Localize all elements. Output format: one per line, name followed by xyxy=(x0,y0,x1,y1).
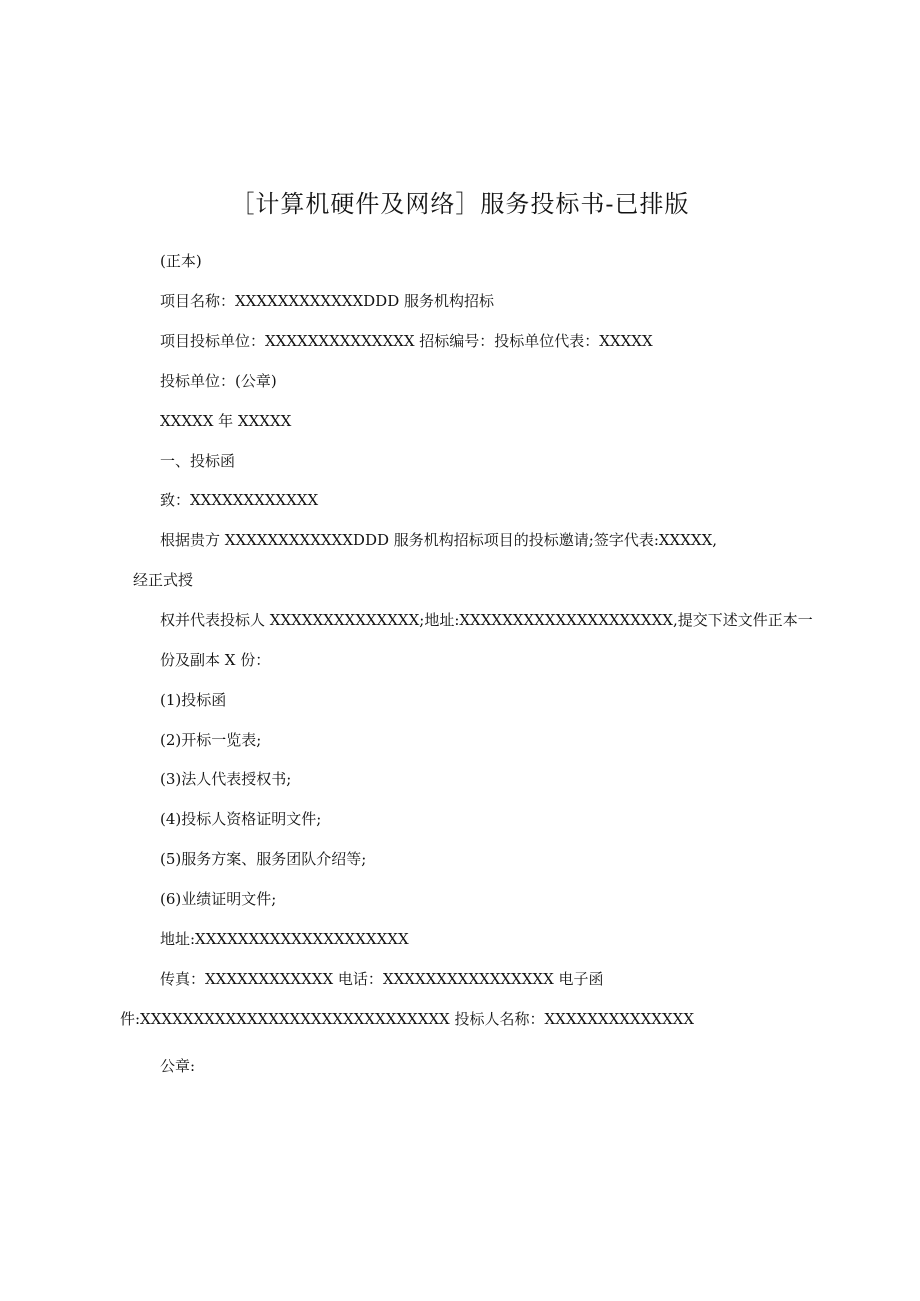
list-item: (2)开标一览表; xyxy=(160,731,262,749)
seal-line: 公章: xyxy=(160,1057,196,1075)
body-paragraph-line-4: 份及副本 X 份： xyxy=(160,651,271,669)
body-paragraph-line-3: 权并代表投标人 XXXXXXXXXXXXXX;地址:XXXXXXXXXXXXXXXXXXXX,提交下述文件正本一 xyxy=(160,611,813,629)
body-paragraph-line-1: 根据贵方 XXXXXXXXXXXXDDD 服务机构招标项目的投标邀请;签字代表:XXXXX, xyxy=(160,531,718,549)
contact-line-1: 传真：XXXXXXXXXXXX 电话：XXXXXXXXXXXXXXXX 电子函 xyxy=(160,970,604,988)
bidder-seal-line: 投标单位：(公章) xyxy=(160,372,277,390)
list-item: (5)服务方案、服务团队介绍等; xyxy=(160,850,367,868)
project-name-line: 项目名称：XXXXXXXXXXXXDDD 服务机构招标 xyxy=(160,292,494,310)
address-line: 地址:XXXXXXXXXXXXXXXXXXXX xyxy=(160,930,409,948)
list-item: (6)业绩证明文件; xyxy=(160,890,277,908)
document-title: ［计算机硬件及网络］服务投标书-已排版 xyxy=(230,190,690,218)
section-heading: 一、投标函 xyxy=(160,452,236,470)
date-line: XXXXX 年 XXXXX xyxy=(160,412,292,430)
body-paragraph-line-2: 经正式授 xyxy=(133,571,194,589)
original-copy-label: (正本) xyxy=(160,252,202,270)
list-item: (3)法人代表授权书; xyxy=(160,770,292,788)
contact-line-2: 件:XXXXXXXXXXXXXXXXXXXXXXXXXXXXX 投标人名称：XXXXXXXXXXXXXX xyxy=(120,1010,695,1028)
list-item: (1)投标函 xyxy=(160,691,227,709)
addressee-line: 致：XXXXXXXXXXXX xyxy=(160,491,319,509)
bidder-unit-line: 项目投标单位：XXXXXXXXXXXXXX 招标编号：投标单位代表：XXXXX xyxy=(160,332,653,350)
list-item: (4)投标人资格证明文件; xyxy=(160,810,322,828)
